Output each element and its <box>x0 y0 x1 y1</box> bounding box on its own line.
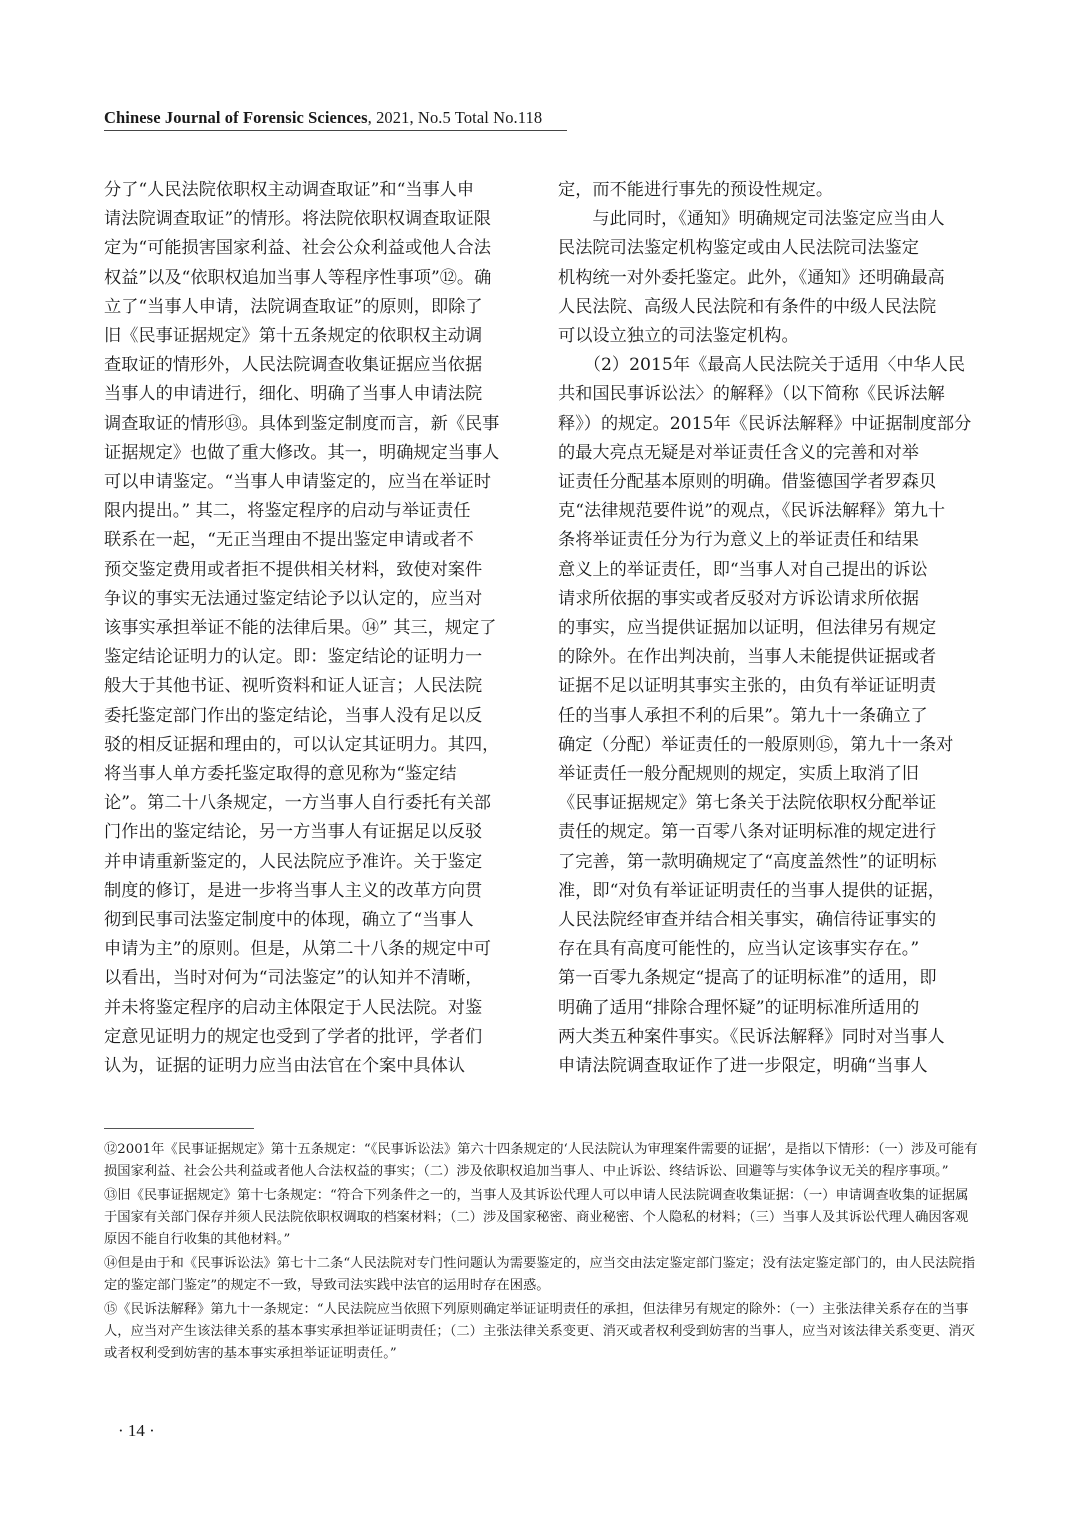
body-text-line: 共和国民事诉讼法〉的解释》（以下简称《民诉法解 <box>558 384 945 405</box>
body-text-line: 《民事证据规定》第七条关于法院依职权分配举证 <box>558 793 937 814</box>
body-text-line: 的除外。在作出判决前，当事人未能提供证据或者 <box>558 647 937 668</box>
body-text-line: 人民法院、高级人民法院和有条件的中级人民法院 <box>558 296 937 317</box>
body-text-line: 证据不足以证明其事实主张的，由负有举证证明责 <box>558 676 937 697</box>
body-text-line: 立了“当事人申请，法院调查取证”的原则，即除了 <box>104 296 483 317</box>
body-text-line: 条将举证责任分为行为意义上的举证责任和结果 <box>558 530 919 551</box>
body-text-line: 责任的规定。第一百零八条对证明标准的规定进行 <box>558 822 937 843</box>
body-text-line: 认为，证据的证明力应当由法官在个案中具体认 <box>104 1056 465 1077</box>
body-text-line: 证据规定》也做了重大修改。其一，明确规定当事人 <box>104 442 500 463</box>
body-text-line: 存在具有高度可能性的，应当认定该事实存在。” <box>558 939 920 960</box>
body-text-line: 当事人的申请进行，细化、明确了当事人申请法院 <box>104 384 483 405</box>
body-text-line: 申请为主”的原则。但是，从第二十八条的规定中可 <box>104 939 491 960</box>
body-text-line: 该事实承担举证不能的法律后果。⑭” 其三，规定了 <box>104 618 497 639</box>
body-text-line: 驳的相反证据和理由的，可以认定其证明力。其四， <box>104 734 500 755</box>
body-text-line: 查取证的情形外，人民法院调查收集证据应当依据 <box>104 355 483 376</box>
body-text-line: 般大于其他书证、视听资料和证人证言；人民法院 <box>104 676 483 697</box>
body-text-line: 旧《民事证据规定》第十五条规定的依职权主动调 <box>104 326 483 347</box>
footnote: ⑬旧《民事证据规定》第十七条规定：“符合下列条件之一的，当事人及其诉讼代理人可以申请人民法院调查收集证据：（一）申请调查收集的证据属于国家有关部门保存并须人民法院依职权调取的档案材料；（二）涉及国家秘密、商业秘密、个人隐私的材料；（三）当事人及其诉讼代理人确因客观原因不能自行收集的其他材料。” <box>104 1188 969 1247</box>
footnote-rule <box>104 1128 254 1129</box>
body-text-line: 请法院调查取证”的情形。将法院依职权调查取证限 <box>104 209 491 230</box>
body-text-line: 可以申请鉴定。“当事人申请鉴定的，应当在举证时 <box>104 472 491 493</box>
body-text-line: 了完善，第一款明确规定了“高度盖然性”的证明标 <box>558 851 937 872</box>
body-text-line: 意义上的举证责任，即“当事人对自己提出的诉讼 <box>558 559 928 580</box>
body-text-line: 并申请重新鉴定的，人民法院应予准许。关于鉴定 <box>104 851 483 872</box>
issue-info: , 2021, No.5 Total No.118 <box>367 108 543 127</box>
body-text-line: 联系在一起，“无正当理由不提出鉴定申请或者不 <box>104 530 474 551</box>
body-text-line: 证责任分配基本原则的明确。借鉴德国学者罗森贝 <box>558 472 937 493</box>
body-text-line: 定，而不能进行事先的预设性规定。 <box>558 180 834 200</box>
body-text-line: 将当事人单方委托鉴定取得的意见称为“鉴定结 <box>104 764 457 785</box>
body-text-line: 与此同时，《通知》明确规定司法鉴定应当由人 <box>558 209 945 230</box>
body-text-line: 委托鉴定部门作出的鉴定结论，当事人没有足以反 <box>104 705 483 726</box>
body-text-line: 权益”以及“依职权追加当事人等程序性事项”⑫。确 <box>104 267 492 288</box>
body-text-line: 门作出的鉴定结论，另一方当事人有证据足以反驳 <box>104 822 483 843</box>
body-text-line: 请求所依据的事实或者反驳对方诉讼请求所依据 <box>558 588 919 609</box>
running-header <box>104 108 574 128</box>
body-text-line: 定为“可能损害国家利益、社会公众利益或他人合法 <box>104 238 491 259</box>
body-text-line: 任的当事人承担不利的后果”。第九十一条确立了 <box>558 705 928 726</box>
body-text-line: 以看出，当时对何为“司法鉴定”的认知并不清晰， <box>104 968 483 989</box>
header-rule <box>104 130 567 131</box>
body-text-line: 预交鉴定费用或者拒不提供相关材料，致使对案件 <box>104 559 483 580</box>
body-text-line: 论”。第二十八条规定，一方当事人自行委托有关部 <box>104 793 491 814</box>
body-text-line: 鉴定结论证明力的认定。即：鉴定结论的证明力一 <box>104 647 483 668</box>
body-text-line: 两大类五种案件事实。《民诉法解释》同时对当事人 <box>558 1026 945 1047</box>
body-text-line: 彻到民事司法鉴定制度中的体现，确立了“当事人 <box>104 910 474 931</box>
body-text-line: 明确了适用“排除合理怀疑”的证明标准所适用的 <box>558 997 920 1018</box>
footnote: ⑮《民诉法解释》第九十一条规定：“人民法院应当依照下列原则确定举证证明责任的承担，但法律另有规定的除外：（一）主张法律关系存在的当事人，应当对产生该法律关系的基本事实承担举证证明责任；（二）主张法律关系变更、消灭或者权利受到妨害的当事人，应当对该法律关系变更、消灭或者权利受到妨害的基本事实承担举证证明责任。” <box>104 1302 975 1361</box>
body-text-line: 制度的修订，是进一步将当事人主义的改革方向贯 <box>104 880 483 901</box>
body-text-line: 并未将鉴定程序的启动主体限定于人民法院。对鉴 <box>104 997 483 1018</box>
body-text-line: 申请法院调查取证作了进一步限定，明确“当事人 <box>558 1056 928 1077</box>
body-text-line: 释》）的规定。2015年《民诉法解释》中证据制度部分 <box>558 413 972 434</box>
footnote: ⑫2001年《民事证据规定》第十五条规定：“《民事诉讼法》第六十四条规定的‘人民法院认为审理案件需要的证据’，是指以下情形：（一）涉及可能有损国家利益、社会公共利益或者他人合法权益的事实；（二）涉及依职权追加当事人、中止诉讼、终结诉讼、回避等与实体争议无关的程序事项。” <box>104 1142 978 1179</box>
body-text-line: 的事实，应当提供证据加以证明，但法律另有规定 <box>558 618 937 639</box>
body-text-line: 克“法律规范要件说”的观点，《民诉法解释》第九十 <box>558 501 946 522</box>
body-text-line: 机构统一对外委托鉴定。此外，《通知》还明确最高 <box>558 267 945 288</box>
footnotes <box>104 1139 980 1367</box>
right-column <box>558 176 978 1081</box>
body-text-line: 第一百零九条规定“提高了的证明标准”的适用，即 <box>558 968 937 989</box>
journal-name: Chinese Journal of Forensic Sciences <box>104 108 368 127</box>
body-text-line: 可以设立独立的司法鉴定机构。 <box>558 326 799 347</box>
body-text-line: 的最大亮点无疑是对举证责任含义的完善和对举 <box>558 442 919 463</box>
body-text-line: 确定（分配）举证责任的一般原则⑮，第九十一条对 <box>558 734 954 755</box>
body-text-line: 定意见证明力的规定也受到了学者的批评，学者们 <box>104 1026 483 1047</box>
body-text-line: 准，即“对负有举证证明责任的当事人提供的证据， <box>558 880 945 901</box>
page-number: · 14 · <box>118 1421 155 1440</box>
body-text-line: 民法院司法鉴定机构鉴定或由人民法院司法鉴定 <box>558 238 919 259</box>
footnote: ⑭但是由于和《民事诉讼法》第七十二条“人民法院对专门性问题认为需要鉴定的，应当交由法定鉴定部门鉴定；没有法定鉴定部门的，由人民法院指定的鉴定部门鉴定”的规定不一致，导致司法实践中法官的运用时存在困惑。 <box>104 1256 976 1293</box>
left-column <box>104 176 524 1081</box>
body-text-line: 调查取证的情形⑬。具体到鉴定制度而言，新《民事 <box>104 413 500 434</box>
body-text-line: 分了“人民法院依职权主动调查取证”和“当事人申 <box>104 180 475 200</box>
body-text-line: （2）2015年《最高人民法院关于适用〈中华人民 <box>558 355 966 376</box>
body-text-line: 限内提出。” 其二，将鉴定程序的启动与举证责任 <box>104 501 471 522</box>
body-text-line: 举证责任一般分配规则的规定，实质上取消了旧 <box>558 764 919 785</box>
body-text-line: 人民法院经审查并结合相关事实，确信待证事实的 <box>558 910 937 931</box>
body-text-line: 争议的事实无法通过鉴定结论予以认定的，应当对 <box>104 588 483 609</box>
